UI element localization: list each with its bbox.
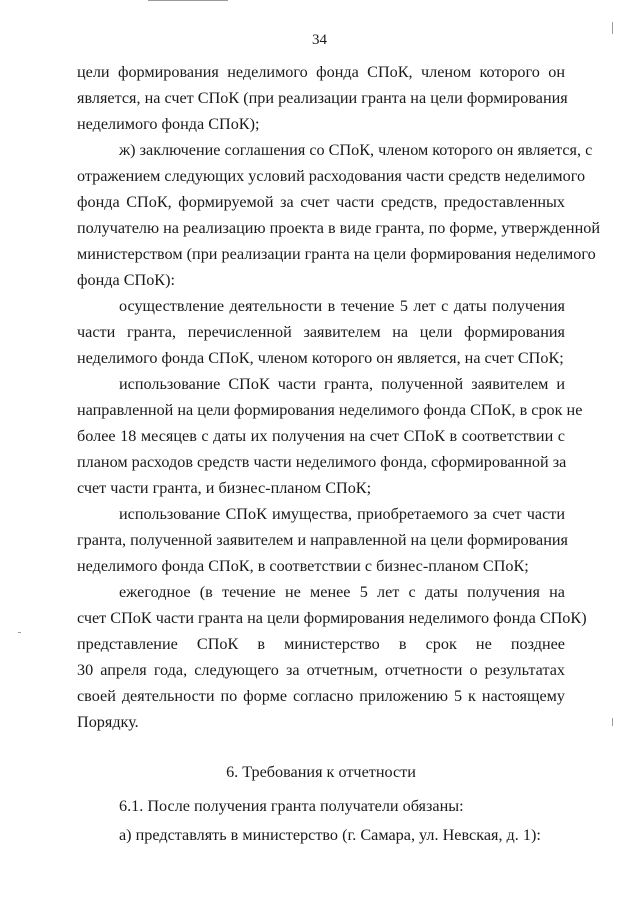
text-line: использование СПоК имущества, приобретаемого за счет части [119,505,565,523]
page-number: 34 [312,32,327,48]
scan-artifact [18,632,21,633]
section-heading: 6. Требования к отчетности [226,763,416,781]
scan-artifact [148,0,228,1]
text-line: использование СПоК части гранта, полученной заявителем и [119,375,565,393]
text-line: министерством (при реализации гранта на цели формирования неделимого [77,245,596,263]
text-line: представление СПоК в министерство в срок не позднее [77,635,565,653]
text-line: счет СПоК части гранта на цели формирования неделимого фонда СПоК) [77,609,587,627]
text-line: получателю на реализацию проекта в виде гранта, по форме, утвержденной [77,219,601,237]
text-line: а) представлять в министерство (г. Самара, ул. Невская, д. 1): [119,826,541,844]
text-line: неделимого фонда СПоК, членом которого он является, на счет СПоК; [77,349,564,367]
text-line: ж) заключение соглашения со СПоК, членом которого он является, с [119,141,593,159]
scan-artifact [612,718,613,726]
text-line: осуществление деятельности в течение 5 лет с даты получения [119,297,565,315]
text-line: фонда СПоК, формируемой за счет части средств, предоставленных [77,193,565,211]
text-line: является, на счет СПоК (при реализации гранта на цели формирования [77,89,568,107]
text-line: части гранта, перечисленной заявителем на цели формирования [77,323,565,341]
text-line: отражением следующих условий расходования части средств неделимого [77,167,586,185]
text-line: более 18 месяцев с даты их получения на счет СПоК в соответствии с [77,427,565,445]
text-line: гранта, полученной заявителем и направленной на цели формирования [77,531,568,549]
text-line: направленной на цели формирования неделимого фонда СПоК, в срок не [77,401,583,419]
text-line: счет части гранта, и бизнес-планом СПоК; [77,479,372,497]
text-line: неделимого фонда СПоК); [77,115,260,133]
text-line: ежегодное (в течение не менее 5 лет с даты получения на [119,583,565,601]
text-line: цели формирования неделимого фонда СПоК, членом которого он [77,63,565,81]
text-line: фонда СПоК): [77,271,175,289]
text-line: Порядку. [77,713,139,731]
text-line: планом расходов средств части неделимого фонда, сформированной за [77,453,567,471]
text-line: своей деятельности по форме согласно приложению 5 к настоящему [77,687,565,705]
text-line: 30 апреля года, следующего за отчетным, отчетности о результатах [77,661,565,679]
text-line: 6.1. После получения гранта получатели обязаны: [119,797,464,815]
text-line: неделимого фонда СПоК, в соответствии с бизнес-планом СПоК; [77,557,529,575]
